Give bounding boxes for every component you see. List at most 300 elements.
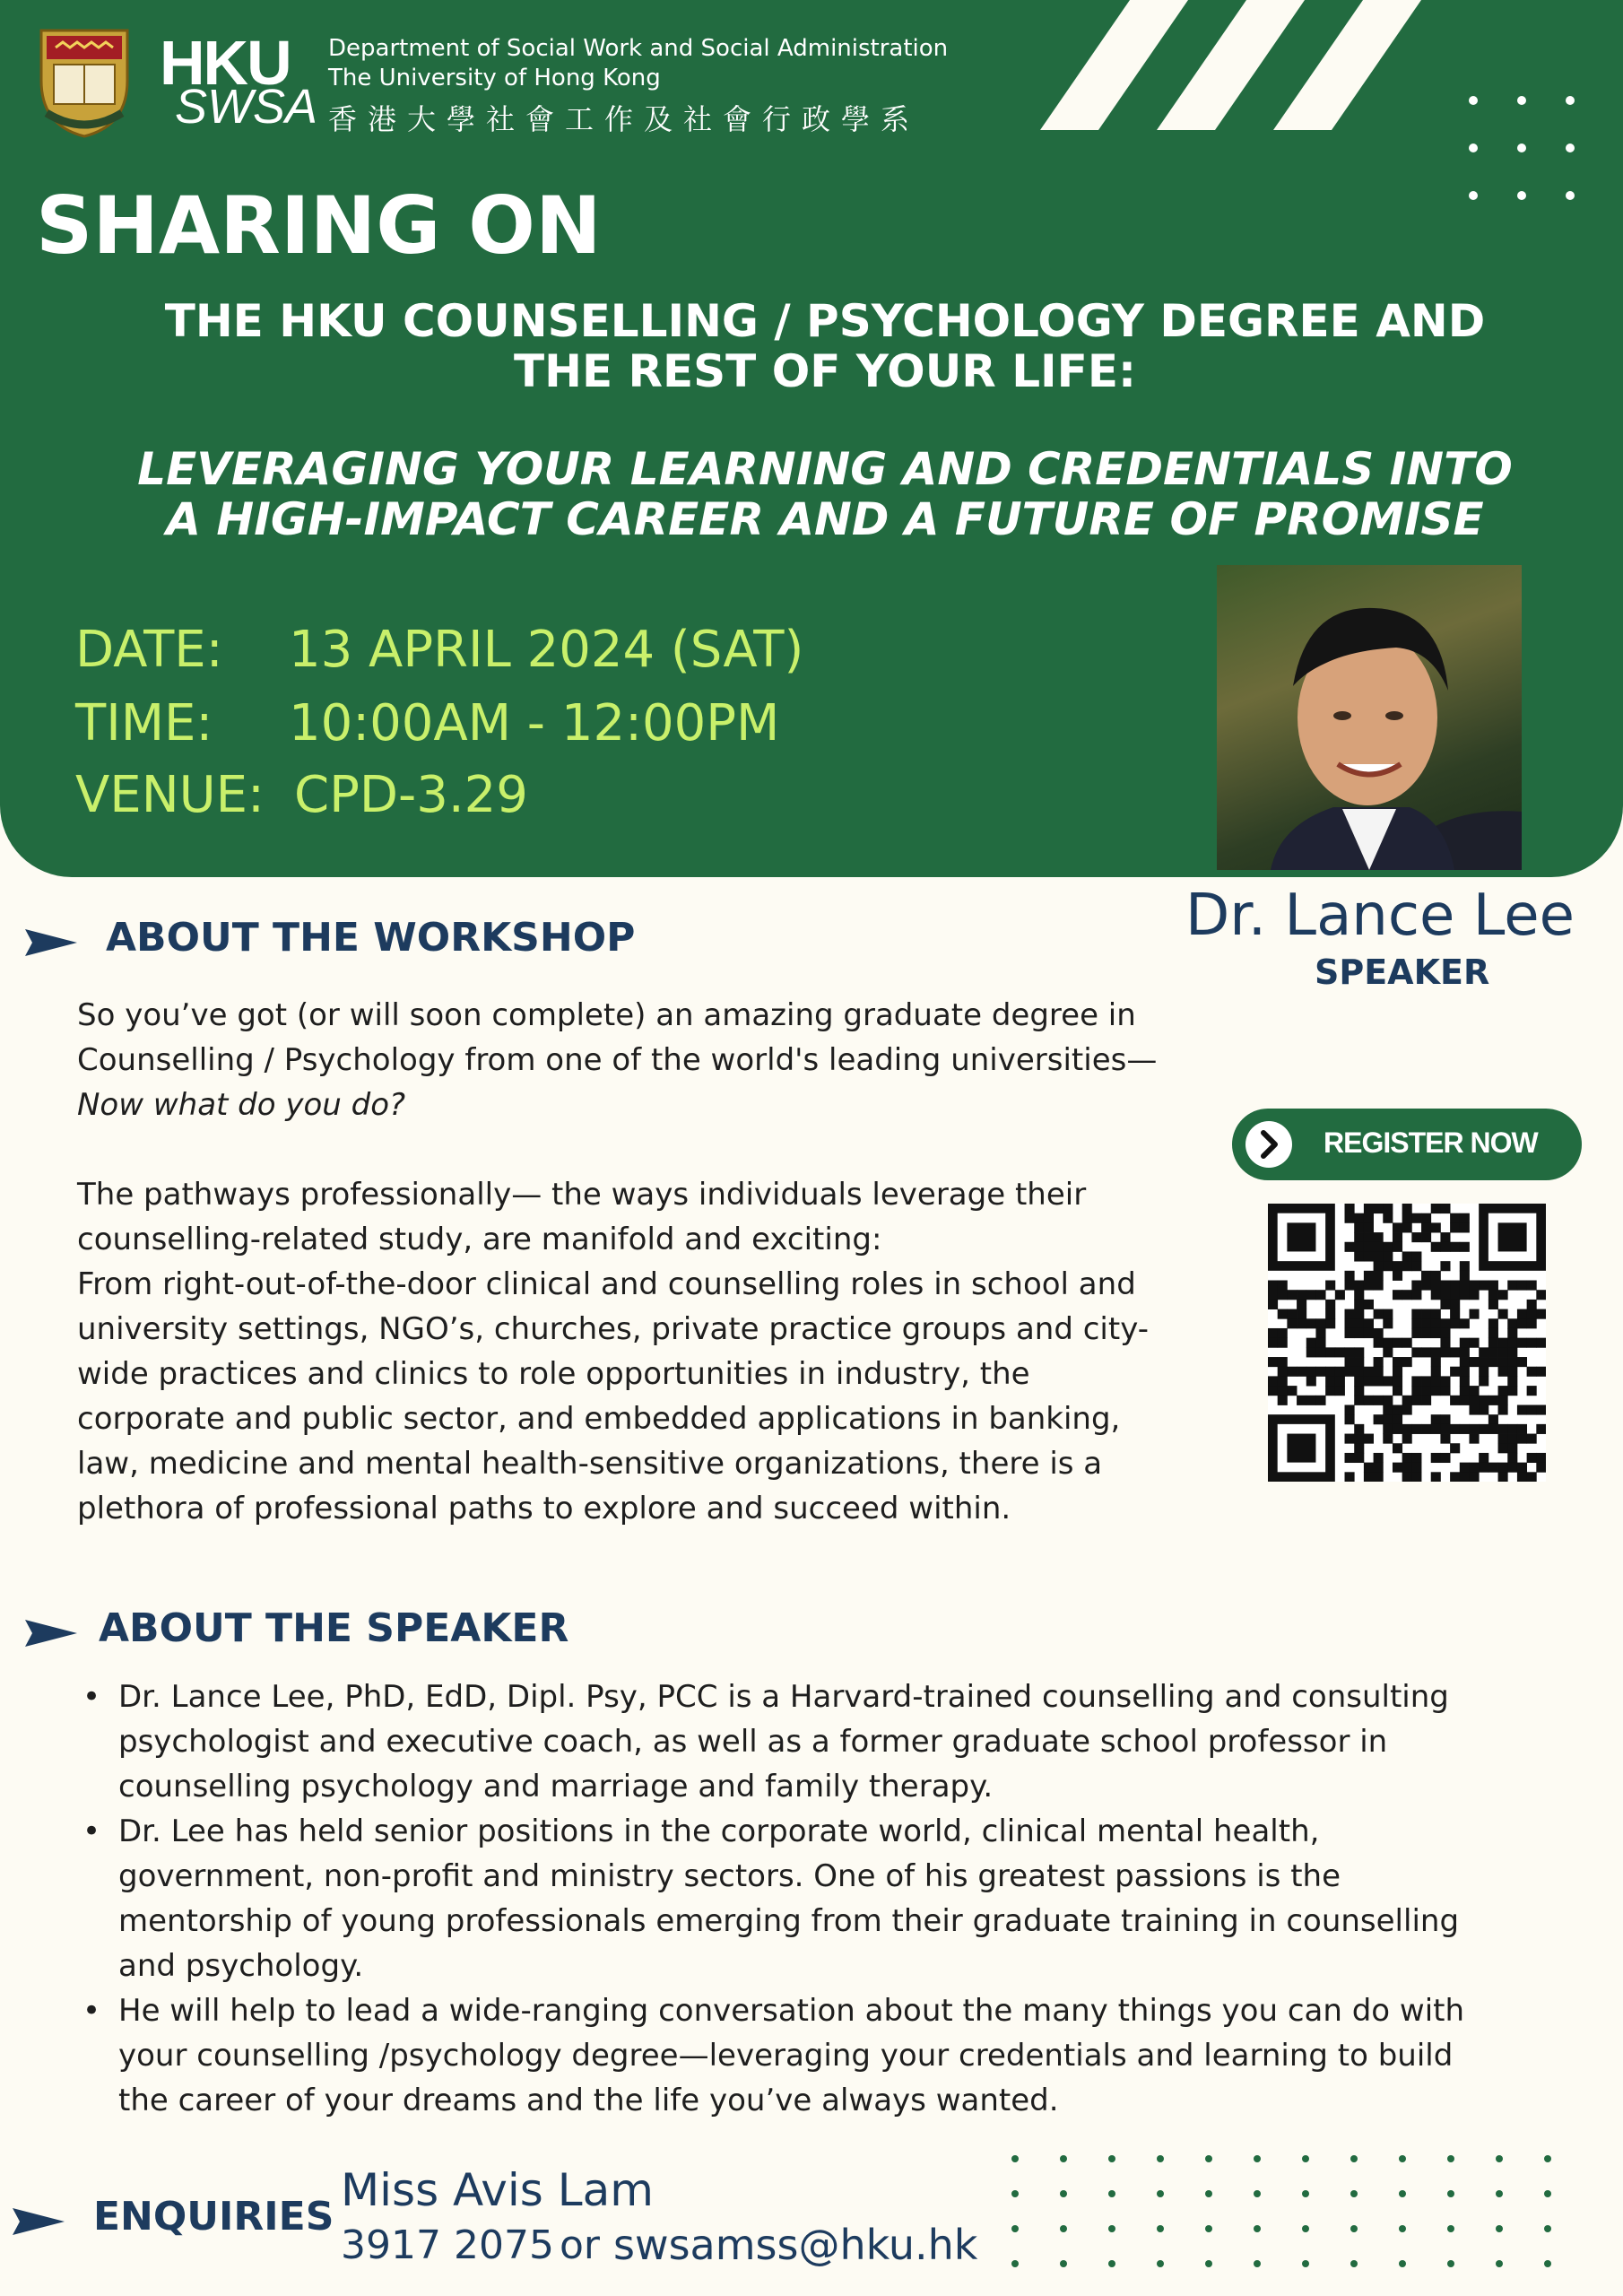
decor-dot (1350, 2260, 1358, 2267)
qr-module (1507, 1434, 1517, 1444)
register-now-button[interactable] (1232, 1109, 1582, 1180)
qr-module (1383, 1213, 1393, 1223)
qr-module (1431, 1386, 1441, 1396)
decor-dot (1108, 2155, 1115, 2162)
qr-module (1488, 1281, 1498, 1291)
qr-module (1469, 1357, 1479, 1367)
qr-module (1315, 1318, 1325, 1328)
qr-module (1498, 1367, 1508, 1377)
decor-dot (1254, 2155, 1261, 2162)
qr-module (1345, 1281, 1355, 1291)
workshop-pathways-line: university settings, NGO’s, churches, private practice groups and city- (77, 1311, 1149, 1347)
qr-module (1345, 1213, 1355, 1223)
qr-module (1440, 1424, 1450, 1434)
qr-module (1393, 1424, 1402, 1434)
decor-dot (1302, 2260, 1309, 2267)
qr-module (1450, 1396, 1460, 1405)
qr-module (1325, 1318, 1335, 1328)
workshop-intro-line-1: So you’ve got (or will soon complete) an amazing graduate degree in (77, 997, 1136, 1033)
qr-module (1374, 1232, 1384, 1242)
qr-module (1402, 1424, 1412, 1434)
qr-module (1517, 1463, 1527, 1473)
speaker-role: SPEAKER (1315, 952, 1490, 992)
qr-module (1488, 1318, 1498, 1328)
qr-module (1421, 1271, 1431, 1281)
qr-module (1460, 1357, 1470, 1367)
qr-module (1393, 1338, 1402, 1348)
speaker-bullet-line: Dr. Lee has held senior positions in the corporate world, clinical mental health, (118, 1813, 1320, 1849)
qr-module (1440, 1232, 1450, 1242)
chevron-right-icon (1245, 1120, 1293, 1169)
qr-module (1354, 1424, 1364, 1434)
speaker-bullet-line: psychologist and executive coach, as well as a former graduate school professor in (118, 1724, 1388, 1760)
decor-dot (1544, 2260, 1551, 2267)
qr-module (1488, 1463, 1498, 1473)
qr-module (1354, 1347, 1364, 1357)
qr-module (1440, 1376, 1450, 1386)
speaker-bullet-line: counselling psychology and marriage and family therapy. (118, 1769, 994, 1805)
qr-module (1364, 1376, 1374, 1386)
qr-module (1469, 1338, 1479, 1348)
qr-module (1374, 1328, 1384, 1338)
qr-module (1460, 1281, 1470, 1291)
qr-module (1374, 1376, 1384, 1386)
qr-module (1364, 1222, 1374, 1232)
qr-module (1354, 1386, 1364, 1396)
qr-module (1440, 1453, 1450, 1463)
department-name-en (328, 34, 948, 93)
qr-module (1383, 1251, 1393, 1261)
venue-value: CPD-3.29 (294, 766, 528, 824)
qr-module (1507, 1453, 1517, 1463)
decor-dot (1254, 2260, 1261, 2267)
qr-module (1374, 1281, 1384, 1291)
decor-dot (1496, 2225, 1503, 2232)
contact-email-link[interactable]: swsamss@hku.hk (613, 2221, 978, 2269)
qr-module (1527, 1472, 1537, 1482)
qr-module (1374, 1396, 1384, 1405)
qr-module (1450, 1318, 1460, 1328)
qr-module (1354, 1367, 1364, 1377)
qr-module (1421, 1424, 1431, 1434)
qr-module (1450, 1242, 1460, 1252)
qr-module (1498, 1472, 1508, 1482)
qr-module (1431, 1290, 1441, 1300)
decor-dot (1254, 2190, 1261, 2197)
qr-module (1364, 1472, 1374, 1482)
qr-module (1460, 1261, 1470, 1271)
qr-module (1306, 1376, 1316, 1386)
qr-module (1306, 1338, 1316, 1348)
qr-module (1383, 1405, 1393, 1414)
qr-module (1374, 1242, 1384, 1252)
qr-module (1507, 1376, 1517, 1386)
qr-module (1297, 1290, 1306, 1300)
qr-module (1354, 1300, 1364, 1309)
contact-phone: 3917 2075 (341, 2222, 554, 2268)
decor-dot (1205, 2190, 1212, 2197)
qr-module (1402, 1251, 1412, 1261)
qr-module (1364, 1281, 1374, 1291)
qr-module (1315, 1396, 1325, 1405)
qr-module (1460, 1376, 1470, 1386)
qr-module (1421, 1213, 1431, 1223)
speaker-bullet (79, 1988, 1549, 2123)
workshop-pathways-line: The pathways professionally— the ways individuals leverage their (77, 1177, 1087, 1213)
speaker-bullet-line: He will help to lead a wide-ranging conversation about the many things you can do with (118, 1993, 1465, 2029)
decor-dot (1447, 2225, 1454, 2232)
qr-module (1383, 1434, 1393, 1444)
qr-module (1354, 1376, 1364, 1386)
qr-module (1402, 1434, 1412, 1444)
qr-module (1393, 1463, 1402, 1473)
qr-module (1278, 1281, 1288, 1291)
qr-module (1421, 1347, 1431, 1357)
qr-module (1421, 1376, 1431, 1386)
qr-module (1469, 1309, 1479, 1319)
qr-module (1460, 1424, 1470, 1434)
qr-module (1306, 1367, 1316, 1377)
qr-module (1278, 1386, 1288, 1396)
decor-dot (1108, 2225, 1115, 2232)
qr-module (1315, 1338, 1325, 1348)
qr-module (1450, 1424, 1460, 1434)
qr-module (1287, 1434, 1315, 1463)
qr-module (1315, 1367, 1325, 1377)
qr-module (1431, 1222, 1441, 1232)
decor-dot (1157, 2225, 1164, 2232)
qr-module (1345, 1242, 1355, 1252)
decor-dot (1011, 2190, 1019, 2197)
qr-module (1450, 1347, 1460, 1357)
qr-module (1383, 1338, 1393, 1348)
decor-dot (1011, 2225, 1019, 2232)
qr-module (1402, 1453, 1412, 1463)
qr-module (1431, 1347, 1441, 1357)
workshop-pathways-line: plethora of professional paths to explore and succeed within. (77, 1491, 1011, 1526)
dot-grid-decoration (1004, 2148, 1587, 2283)
qr-module (1498, 1396, 1508, 1405)
qr-module (1527, 1386, 1537, 1396)
qr-module (1536, 1424, 1546, 1434)
qr-module (1460, 1396, 1470, 1405)
sharing-on-heading: SHARING ON (36, 179, 602, 272)
qr-module (1507, 1424, 1517, 1434)
qr-module (1374, 1338, 1384, 1348)
qr-module (1335, 1367, 1345, 1377)
qr-module (1507, 1367, 1517, 1377)
qr-module (1507, 1328, 1517, 1338)
decor-dot (1447, 2155, 1454, 2162)
speaker-name: Dr. Lance Lee (1185, 883, 1575, 949)
qr-module (1431, 1472, 1441, 1482)
qr-module (1325, 1367, 1335, 1377)
about-workshop-heading: ABOUT THE WORKSHOP (106, 915, 636, 961)
qr-module (1364, 1242, 1374, 1252)
qr-module (1411, 1261, 1421, 1271)
qr-module (1469, 1386, 1479, 1396)
qr-module (1517, 1405, 1527, 1414)
section-arrow-icon (25, 929, 77, 956)
qr-module (1498, 1290, 1508, 1300)
qr-module (1374, 1367, 1384, 1377)
qr-module (1527, 1318, 1537, 1328)
hku-crest-logo (34, 25, 135, 140)
date-value: 13 APRIL 2024 (SAT) (289, 621, 804, 679)
qr-module (1507, 1281, 1517, 1291)
qr-module (1450, 1222, 1460, 1232)
qr-module (1431, 1204, 1441, 1213)
qr-module (1488, 1424, 1498, 1434)
qr-module (1527, 1453, 1537, 1463)
decor-dot (1399, 2190, 1406, 2197)
qr-module (1411, 1318, 1421, 1328)
qr-module (1536, 1453, 1546, 1463)
decor-dot (1302, 2190, 1309, 2197)
qr-module (1364, 1318, 1374, 1328)
decor-dot (1205, 2155, 1212, 2162)
qr-module (1479, 1424, 1488, 1434)
speaker-bullet (79, 1809, 1549, 1988)
qr-module (1268, 1281, 1278, 1291)
qr-module (1287, 1290, 1297, 1300)
qr-module (1421, 1318, 1431, 1328)
qr-module (1402, 1204, 1412, 1213)
qr-module (1536, 1290, 1546, 1300)
decor-dot (1108, 2260, 1115, 2267)
registration-qr-code[interactable] (1268, 1204, 1546, 1482)
qr-module (1488, 1396, 1498, 1405)
qr-module (1297, 1309, 1306, 1319)
qr-module (1268, 1338, 1278, 1348)
qr-module (1488, 1338, 1498, 1348)
qr-module (1450, 1309, 1460, 1319)
qr-module (1393, 1242, 1402, 1252)
qr-module (1431, 1357, 1441, 1367)
qr-module (1374, 1357, 1384, 1367)
qr-module (1287, 1222, 1315, 1251)
qr-module (1383, 1318, 1393, 1328)
qr-module (1440, 1414, 1450, 1424)
qr-module (1440, 1338, 1450, 1348)
qr-module (1306, 1318, 1316, 1328)
qr-module (1460, 1271, 1470, 1281)
qr-module (1364, 1328, 1374, 1338)
qr-module (1460, 1213, 1470, 1223)
qr-module (1354, 1357, 1364, 1367)
event-subtitle-line-1: LEVERAGING YOUR LEARNING AND CREDENTIALS INTO (137, 443, 1513, 495)
decor-dot (1447, 2190, 1454, 2197)
decor-dot (1060, 2155, 1067, 2162)
qr-module (1488, 1347, 1498, 1357)
decor-dot (1060, 2225, 1067, 2232)
qr-module (1402, 1213, 1412, 1223)
decor-dot (1496, 2190, 1503, 2197)
qr-module (1278, 1290, 1288, 1300)
qr-module (1517, 1424, 1527, 1434)
speaker-bullet-line: Dr. Lance Lee, PhD, EdD, Dipl. Psy, PCC is a Harvard-trained counselling and consulting (118, 1679, 1449, 1715)
qr-module (1507, 1318, 1517, 1328)
qr-module (1507, 1386, 1517, 1396)
decor-dot (1157, 2155, 1164, 2162)
speaker-portrait-illustration (1217, 565, 1522, 870)
qr-module (1440, 1281, 1450, 1291)
qr-module (1364, 1204, 1374, 1213)
qr-module (1287, 1318, 1297, 1328)
qr-module (1364, 1213, 1374, 1223)
about-speaker-heading: ABOUT THE SPEAKER (99, 1605, 569, 1651)
qr-module (1268, 1290, 1278, 1300)
qr-module (1402, 1222, 1412, 1232)
qr-module (1421, 1328, 1431, 1338)
qr-module (1325, 1376, 1335, 1386)
qr-module (1431, 1376, 1441, 1386)
qr-module (1354, 1213, 1364, 1223)
qr-module (1431, 1414, 1441, 1424)
qr-module (1354, 1290, 1364, 1300)
qr-module (1440, 1204, 1450, 1213)
qr-module (1325, 1347, 1335, 1357)
hku-wordmark: HKU (160, 28, 291, 98)
qr-module (1440, 1300, 1450, 1309)
qr-module (1431, 1424, 1441, 1434)
decor-dot (1496, 2260, 1503, 2267)
qr-module (1268, 1328, 1278, 1338)
qr-module (1402, 1472, 1412, 1482)
qr-module (1536, 1405, 1546, 1414)
qr-module (1517, 1472, 1527, 1482)
qr-module (1460, 1367, 1470, 1377)
decor-dot (1157, 2190, 1164, 2197)
qr-module (1479, 1453, 1488, 1463)
qr-module (1469, 1463, 1479, 1473)
decor-dot (1447, 2260, 1454, 2267)
decor-dot (1205, 2225, 1212, 2232)
bullet-dot: • (82, 1993, 101, 2029)
speaker-bullet-line: the career of your dreams and the life you’ve always wanted. (118, 2083, 1059, 2118)
qr-module (1450, 1443, 1460, 1453)
qr-module (1287, 1309, 1297, 1319)
decor-dot (1496, 2155, 1503, 2162)
date-label: DATE: (75, 621, 223, 679)
qr-module (1469, 1281, 1479, 1291)
qr-module (1488, 1300, 1498, 1309)
qr-module (1345, 1367, 1355, 1377)
qr-module (1450, 1300, 1460, 1309)
qr-module (1393, 1405, 1402, 1414)
qr-module (1498, 1434, 1508, 1444)
qr-module (1383, 1204, 1393, 1213)
qr-module (1421, 1386, 1431, 1396)
qr-module (1498, 1405, 1508, 1414)
qr-module (1345, 1271, 1355, 1281)
section-arrow-icon (25, 1620, 77, 1647)
workshop-pathways-line: law, medicine and mental health-sensitive organizations, there is a (77, 1446, 1103, 1482)
qr-module (1402, 1290, 1412, 1300)
speaker-photo (1217, 565, 1522, 870)
qr-module (1354, 1242, 1364, 1252)
qr-module (1411, 1328, 1421, 1338)
qr-module (1411, 1386, 1421, 1396)
qr-module (1498, 1309, 1508, 1319)
qr-module (1364, 1367, 1374, 1377)
qr-module (1297, 1318, 1306, 1328)
qr-module (1354, 1251, 1364, 1261)
qr-module (1383, 1242, 1393, 1252)
qr-module (1411, 1281, 1421, 1291)
qr-module (1315, 1290, 1325, 1300)
qr-module (1364, 1396, 1374, 1405)
qr-module (1297, 1396, 1306, 1405)
qr-module (1383, 1309, 1393, 1319)
department-line-2: The University of Hong Kong (328, 65, 661, 91)
qr-module (1374, 1453, 1384, 1463)
qr-module (1517, 1318, 1527, 1328)
qr-module (1479, 1357, 1488, 1367)
qr-module (1393, 1222, 1402, 1232)
venue-label: VENUE: (75, 766, 265, 824)
qr-module (1421, 1232, 1431, 1242)
qr-module (1479, 1396, 1488, 1405)
workshop-pathways-paragraph (77, 1172, 1243, 1531)
qr-module (1325, 1309, 1335, 1319)
qr-module (1421, 1396, 1431, 1405)
qr-module (1364, 1251, 1374, 1261)
qr-module (1345, 1204, 1355, 1213)
qr-module (1411, 1251, 1421, 1261)
qr-module (1479, 1463, 1488, 1473)
qr-module (1354, 1281, 1364, 1291)
qr-module (1431, 1453, 1441, 1463)
decor-dot (1350, 2155, 1358, 2162)
qr-module (1411, 1309, 1421, 1319)
register-now-label: REGISTER NOW (1324, 1126, 1538, 1159)
qr-module (1402, 1357, 1412, 1367)
qr-module (1498, 1338, 1508, 1348)
qr-module (1488, 1290, 1498, 1300)
qr-module (1268, 1300, 1278, 1309)
qr-module (1374, 1309, 1384, 1319)
qr-module (1460, 1242, 1470, 1252)
qr-module (1268, 1386, 1278, 1396)
qr-module (1383, 1347, 1393, 1357)
qr-module (1268, 1357, 1278, 1367)
qr-module (1402, 1261, 1412, 1271)
qr-module (1507, 1443, 1517, 1453)
department-name-zh: 香港大學社會工作及社會行政學系 (328, 102, 921, 136)
qr-module (1488, 1328, 1498, 1338)
workshop-pathways-line: wide practices and clinics to role opportunities in industry, the (77, 1356, 1030, 1392)
qr-module (1345, 1318, 1355, 1328)
qr-module (1507, 1338, 1517, 1348)
section-arrow-icon (13, 2208, 65, 2235)
decor-dot (1205, 2260, 1212, 2267)
qr-module (1402, 1463, 1412, 1473)
qr-module (1383, 1424, 1393, 1434)
qr-module (1278, 1367, 1288, 1377)
decor-dot (1399, 2260, 1406, 2267)
qr-module (1536, 1463, 1546, 1473)
qr-module (1431, 1328, 1441, 1338)
qr-module (1278, 1376, 1288, 1386)
qr-module (1287, 1367, 1297, 1377)
qr-module (1479, 1405, 1488, 1414)
qr-module (1393, 1376, 1402, 1386)
qr-module (1278, 1396, 1288, 1405)
qr-module (1383, 1396, 1393, 1405)
qr-module (1364, 1300, 1374, 1309)
qr-module (1460, 1386, 1470, 1396)
